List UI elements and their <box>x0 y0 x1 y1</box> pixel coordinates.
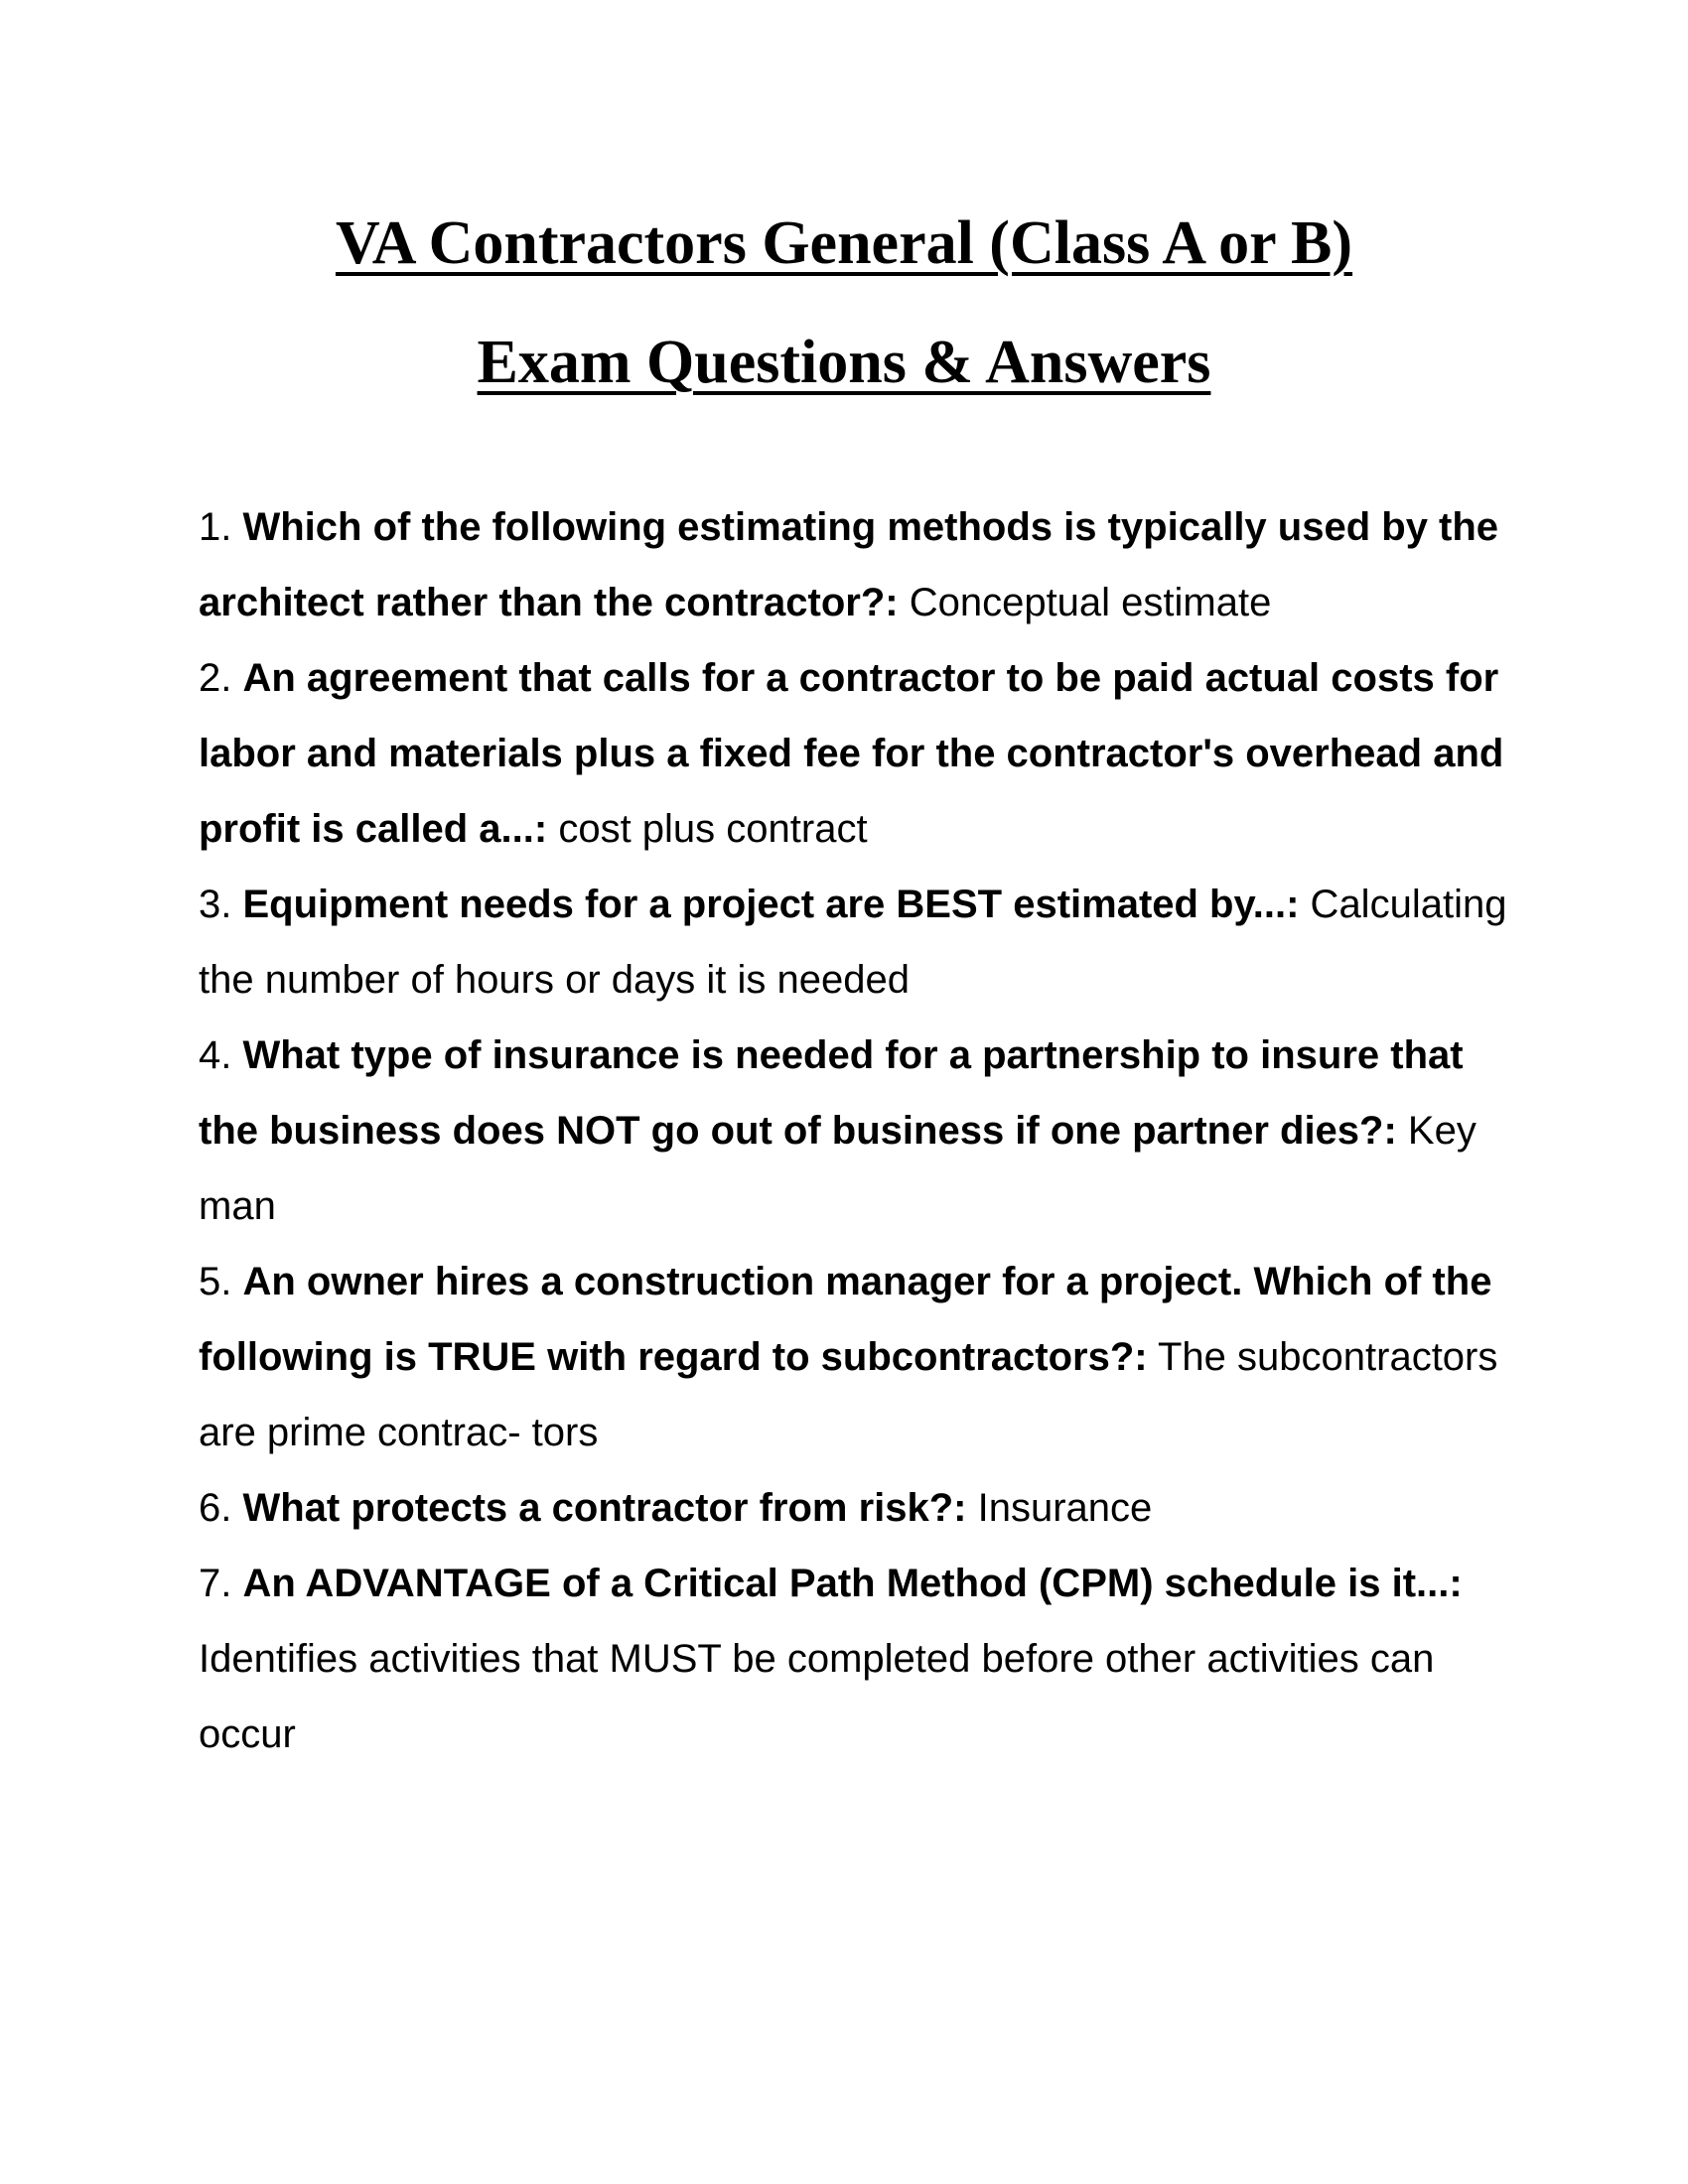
title-line-1: VA Contractors General (Class A or B) <box>335 209 1353 277</box>
question-text: An ADVANTAGE of a Critical Path Method (CPM) schedule is it...: <box>242 1562 1463 1605</box>
answer-text: Identifies activities that MUST be completed before other activities can occur <box>199 1637 1435 1756</box>
question-answer-list <box>199 489 1509 1772</box>
answer-text: cost plus contract <box>547 807 868 851</box>
item-number: 2. <box>199 656 243 700</box>
question-text: What protects a contractor from risk?: <box>242 1486 967 1530</box>
answer-text: Calculating the number of hours or days it is needed <box>199 883 1507 1002</box>
qa-item-4 <box>199 1018 1509 1244</box>
qa-item-5 <box>199 1244 1509 1470</box>
document-title <box>0 184 1688 422</box>
qa-item-1 <box>199 489 1509 640</box>
question-text: An owner hires a construction manager for a project. Which of the following is TRUE with regard to subcontractors?: <box>199 1260 1492 1379</box>
answer-text: The subcontractors are prime contrac- tors <box>199 1335 1498 1454</box>
item-number: 6. <box>199 1486 243 1530</box>
title-line-2: Exam Questions & Answers <box>477 329 1211 396</box>
qa-item-2 <box>199 640 1509 867</box>
answer-text: Insurance <box>966 1486 1153 1530</box>
item-number: 3. <box>199 883 243 926</box>
qa-item-6 <box>199 1470 1509 1546</box>
question-text: What type of insurance is needed for a partnership to insure that the business does NOT go out of business if one partner dies?: <box>199 1033 1464 1153</box>
item-number: 4. <box>199 1033 243 1077</box>
item-number: 1. <box>199 505 243 549</box>
qa-item-3 <box>199 867 1509 1018</box>
qa-item-7 <box>199 1546 1509 1772</box>
question-text: An agreement that calls for a contractor to be paid actual costs for labor and materials plus a fixed fee for the contractor's overhead and profit is called a...: <box>199 656 1504 851</box>
item-number: 7. <box>199 1562 243 1605</box>
answer-text: Conceptual estimate <box>898 581 1272 624</box>
item-number: 5. <box>199 1260 243 1303</box>
question-text: Which of the following estimating methods is typically used by the architect rather than the contractor?: <box>199 505 1499 624</box>
answer-text: Key man <box>199 1109 1477 1228</box>
question-text: Equipment needs for a project are BEST estimated by...: <box>242 883 1300 926</box>
